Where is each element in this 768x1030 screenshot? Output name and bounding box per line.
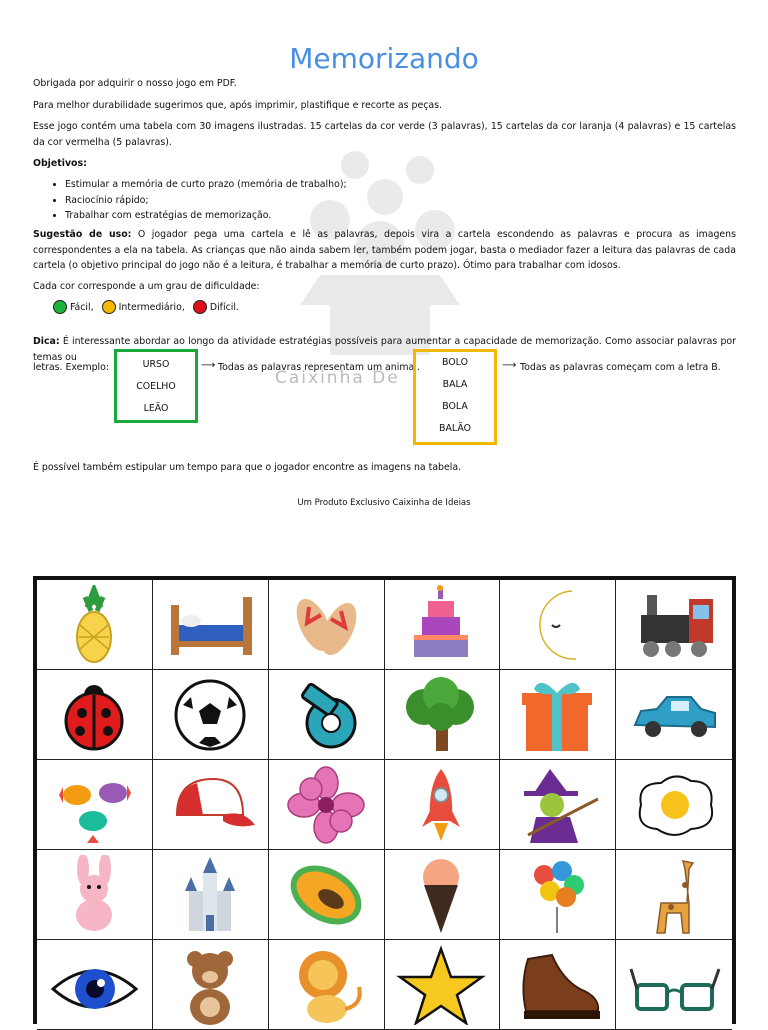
timer-note: É possível também estipular um tempo para que o jogador encontre as imagens na tabela.: [33, 462, 462, 473]
castle-icon: [163, 855, 258, 935]
page-title: Memorizando: [289, 42, 479, 75]
grid-cell[interactable]: [37, 940, 153, 1030]
grid-cell[interactable]: [616, 940, 732, 1030]
ice-cream-icon: [394, 855, 489, 935]
grid-cell[interactable]: [500, 850, 616, 940]
yellow-dot-icon: [102, 300, 116, 314]
grid-cell[interactable]: [269, 580, 385, 670]
example-box-orange: [413, 349, 497, 445]
grid-cell[interactable]: [269, 940, 385, 1030]
train-icon: [627, 585, 722, 665]
grid-cell[interactable]: [385, 670, 501, 760]
bunny-icon: [47, 855, 142, 935]
grid-cell[interactable]: [37, 850, 153, 940]
orange-note: Todas as palavras começam com a letra B.: [520, 362, 721, 373]
tip-label: Dica:: [33, 336, 60, 347]
candies-icon: [47, 765, 142, 845]
usage-text: O jogador pega uma cartela e lê as palavras, depois vira a cartela escondendo as palavras e procura as imagens correspondentes a ela na tabela. As crianças que não ainda sabem ler, também podem jogar, basta o mediador fazer a leitura das palavras de cada cartela (o objetivo principal do jogo não é a leitura, é trabalhar a memória de curto prazo). Ótimo para trabalhar com idosos.: [33, 229, 736, 271]
soccer-ball-icon: [163, 675, 258, 755]
intro-line-3: Esse jogo contém uma tabela com 30 imagens ilustradas. 15 cartelas da cor verde (3 palavras), 15 cartelas da cor laranja (4 palavras) e 15 cartelas da cor vermelha (5 palavras).: [33, 121, 736, 148]
rocket-icon: [394, 765, 489, 845]
grid-cell[interactable]: [269, 670, 385, 760]
bed-icon: [163, 585, 258, 665]
objective-item: • Raciocínio rápido;: [65, 193, 736, 209]
grid-cell[interactable]: [153, 670, 269, 760]
grid-cell[interactable]: [269, 760, 385, 850]
grid-cell[interactable]: [269, 850, 385, 940]
word-item: URSO: [142, 359, 170, 370]
shoe-icon: [510, 945, 605, 1025]
word-item: COELHO: [136, 381, 176, 392]
pineapple-icon: [47, 585, 142, 665]
intro-line-2: Para melhor durabilidade sugerimos que, após imprimir, plastifique e recorte as peças.: [33, 100, 443, 111]
grid-cell[interactable]: [385, 850, 501, 940]
grid-cell[interactable]: [385, 580, 501, 670]
arrow-icon: ⟶: [201, 360, 216, 371]
difficulty-legend: [53, 300, 247, 314]
grid-cell[interactable]: [500, 940, 616, 1030]
green-note: Todas as palavras representam um animal.: [218, 362, 420, 373]
grid-cell[interactable]: [616, 850, 732, 940]
grid-cell[interactable]: [37, 670, 153, 760]
image-grid: [33, 576, 736, 1024]
grid-cell[interactable]: [616, 580, 732, 670]
word-item: BALÃO: [439, 423, 471, 434]
grid-cell[interactable]: [153, 760, 269, 850]
grid-cell[interactable]: [500, 580, 616, 670]
legend-hard: Difícil.: [193, 300, 239, 314]
car-icon: [627, 675, 722, 755]
grid-cell[interactable]: [37, 580, 153, 670]
usage-paragraph: [33, 227, 736, 274]
grid-cell[interactable]: [500, 670, 616, 760]
red-dot-icon: [193, 300, 207, 314]
balloons-icon: [510, 855, 605, 935]
grid-cell[interactable]: [37, 760, 153, 850]
tip-text: É interessante abordar ao longo da atividade estratégias possíveis para aumentar a capacidade de memorização. Como associar palavras por temas ou: [33, 336, 736, 363]
grid-cell[interactable]: [385, 940, 501, 1030]
word-item: LEÃO: [143, 403, 169, 414]
objective-item: • Trabalhar com estratégias de memorização.: [65, 208, 736, 224]
moon-icon: [510, 585, 605, 665]
legend-easy: Fácil,: [53, 300, 94, 314]
watermark-text: Caixinha De: [275, 368, 400, 388]
grid-cell[interactable]: [500, 760, 616, 850]
glasses-icon: [627, 945, 722, 1025]
word-item: BOLO: [442, 357, 468, 368]
green-dot-icon: [53, 300, 67, 314]
objectives-list: [33, 177, 736, 224]
word-item: BALA: [442, 379, 468, 390]
difficulty-intro: Cada cor corresponde a um grau de dificuldade:: [33, 281, 260, 292]
grid-cell[interactable]: [153, 580, 269, 670]
gift-icon: [510, 675, 605, 755]
witch-icon: [510, 765, 605, 845]
usage-label: Sugestão de uso:: [33, 229, 132, 240]
legend-medium: Intermediário,: [102, 300, 185, 314]
cap-icon: [163, 765, 258, 845]
objectives-heading: Objetivos:: [33, 158, 87, 169]
lion-icon: [279, 945, 374, 1025]
grid-cell[interactable]: [385, 760, 501, 850]
grid-cell[interactable]: [616, 760, 732, 850]
word-item: BOLA: [442, 401, 468, 412]
objective-item: • Estimular a memória de curto prazo (memória de trabalho);: [65, 177, 736, 193]
grid-cell[interactable]: [616, 670, 732, 760]
tip-line-2: letras. Exemplo:: [33, 362, 110, 373]
eye-icon: [47, 945, 142, 1025]
star-icon: [394, 945, 489, 1025]
whistle-icon: [279, 675, 374, 755]
example-box-green: [114, 349, 198, 423]
grid-cell[interactable]: [153, 850, 269, 940]
flower-icon: [279, 765, 374, 845]
footer-credit: Um Produto Exclusivo Caixinha de Ideias: [297, 498, 471, 508]
papaya-icon: [279, 855, 374, 935]
giraffe-icon: [627, 855, 722, 935]
tree-icon: [394, 675, 489, 755]
ladybug-icon: [47, 675, 142, 755]
flip-flops-icon: [279, 585, 374, 665]
grid-cell[interactable]: [153, 940, 269, 1030]
cake-icon: [394, 585, 489, 665]
fried-egg-icon: [627, 765, 722, 845]
intro-line-1: Obrigada por adquirir o nosso jogo em PDF.: [33, 78, 237, 89]
arrow-icon: ⟶: [502, 360, 517, 371]
teddy-bear-icon: [163, 945, 258, 1025]
